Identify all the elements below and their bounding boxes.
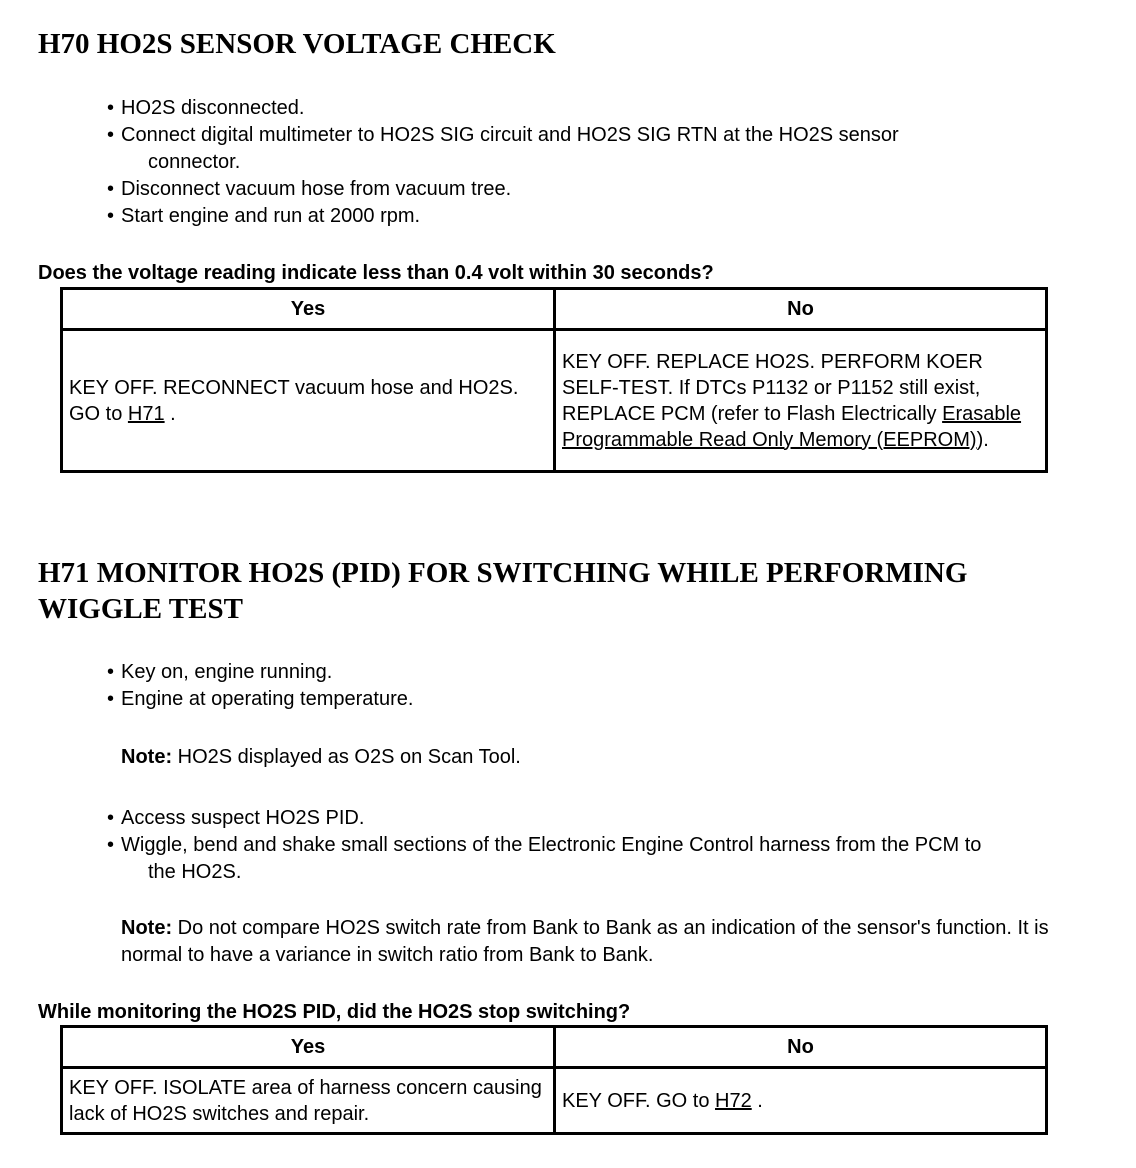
list-item: • Key on, engine running. [107, 659, 413, 686]
list-item: • Disconnect vacuum hose from vacuum tree. [107, 176, 899, 203]
no-cell: KEY OFF. REPLACE HO2S. PERFORM KOER SELF-TEST. If DTCs P1132 or P1152 still exist, REPLACE PCM (refer to Flash Electrically Erasable Programmable Read Only Memory (EEPROM)). [555, 330, 1047, 472]
bullet-icon: • [107, 124, 115, 146]
list-item: • HO2S disconnected. [107, 95, 899, 122]
bullet-icon: • [107, 205, 115, 227]
yes-cell: KEY OFF. ISOLATE area of harness concern causing lack of HO2S switches and repair. [62, 1068, 555, 1134]
list-item: • Start engine and run at 2000 rpm. [107, 203, 899, 230]
no-cell: KEY OFF. GO to H72 . [555, 1068, 1047, 1134]
h71-question: While monitoring the HO2S PID, did the HO2S stop switching? [38, 1001, 631, 1023]
h71-note-2: Note: Do not compare HO2S switch rate from Bank to Bank as an indication of the sensor's function. It is normal to have a variance in switch ratio from Bank to Bank. [121, 917, 1049, 966]
h71-steps-b [107, 805, 981, 886]
h70-question: Does the voltage reading indicate less than 0.4 volt within 30 seconds? [38, 262, 714, 284]
bullet-icon: • [107, 97, 115, 119]
list-item: • Connect digital multimeter to HO2S SIG circuit and HO2S SIG RTN at the HO2S sensor connector. [107, 124, 899, 173]
eeprom-link[interactable]: Erasable Programmable Read Only Memory (EEPROM) [562, 402, 1022, 451]
yes-header: Yes [62, 289, 555, 330]
bullet-icon: • [107, 834, 115, 856]
h71-note-1: Note: HO2S displayed as O2S on Scan Tool. [121, 746, 521, 768]
no-header: No [555, 289, 1047, 330]
h70-title: H70 HO2S SENSOR VOLTAGE CHECK [38, 28, 556, 60]
list-item: • Access suspect HO2S PID. [107, 805, 981, 832]
h71-steps-a [107, 659, 413, 713]
yes-header: Yes [62, 1027, 555, 1068]
list-item: • Wiggle, bend and shake small sections of the Electronic Engine Control harness from the PCM to the HO2S. [107, 834, 982, 883]
h70-decision-table [60, 287, 1048, 473]
list-item: • Engine at operating temperature. [107, 686, 413, 713]
bullet-icon: • [107, 178, 115, 200]
bullet-icon: • [107, 688, 115, 710]
h70-steps [107, 95, 899, 230]
h71-title: H71 MONITOR HO2S (PID) FOR SWITCHING WHILE PERFORMING WIGGLE TEST [38, 557, 968, 625]
h71-link[interactable]: H71 [127, 402, 165, 425]
h71-decision-table [60, 1025, 1048, 1135]
h72-link[interactable]: H72 [715, 1089, 752, 1112]
bullet-icon: • [107, 807, 115, 829]
no-header: No [555, 1027, 1047, 1068]
bullet-icon: • [107, 661, 115, 683]
yes-cell: KEY OFF. RECONNECT vacuum hose and HO2S. GO to H71 . [62, 330, 555, 472]
